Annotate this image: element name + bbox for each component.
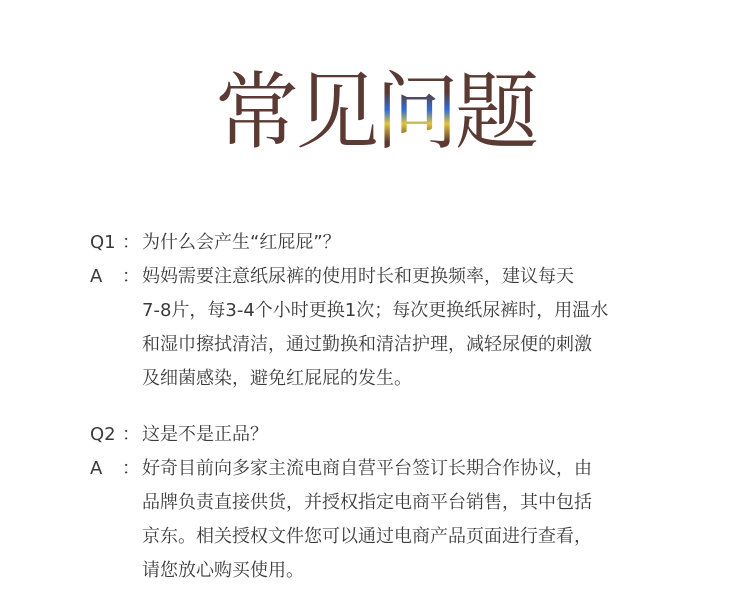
answer-text [142,452,662,588]
answer-line: 好奇目前向多家主流电商自营平台签订长期合作协议，由 [142,458,592,479]
answer-text [142,260,662,396]
answer-line: 妈妈需要注意纸尿裤的使用时长和更换频率，建议每天 [142,266,574,287]
answer-line: 京东。相关授权文件您可以通过电商产品页面进行查看， [142,526,592,547]
faq-item-1 [90,226,690,396]
answer-tag: A [90,266,103,287]
title-part-3: 题 [455,63,536,161]
answer-line: 请您放心购买使用。 [142,560,304,581]
answer-separator: ： [122,458,140,479]
answer-line: 和湿巾擦拭清洁，通过勤换和清洁护理，减轻尿便的刺激 [142,334,592,355]
title-part-1: 常见 [214,63,375,161]
question-tag: Q1 [90,232,116,253]
answer-line: 品牌负责直接供货，并授权指定电商平台销售，其中包括 [142,492,592,513]
title-part-2-gradient: 问 [374,63,455,161]
question-tag: Q2 [90,424,116,445]
answer-line: 7-8片，每3-4个小时更换1次；每次更换纸尿裤时，用温水 [142,300,609,321]
answer-tag: A [90,458,103,479]
answer-separator: ： [122,266,140,287]
faq-question-row [90,418,690,452]
faq-answer-row [90,260,690,396]
question-separator: ： [122,232,140,253]
answer-line: 及细菌感染，避免红屁屁的发生。 [142,368,412,389]
question-text: 这是不是正品？ [142,424,268,445]
page-title [0,62,750,162]
faq-question-row [90,226,690,260]
faq-item-2 [90,418,690,588]
question-text: 为什么会产生“红屁屁”？ [142,232,341,253]
faq-answer-row [90,452,690,588]
question-separator: ： [122,424,140,445]
